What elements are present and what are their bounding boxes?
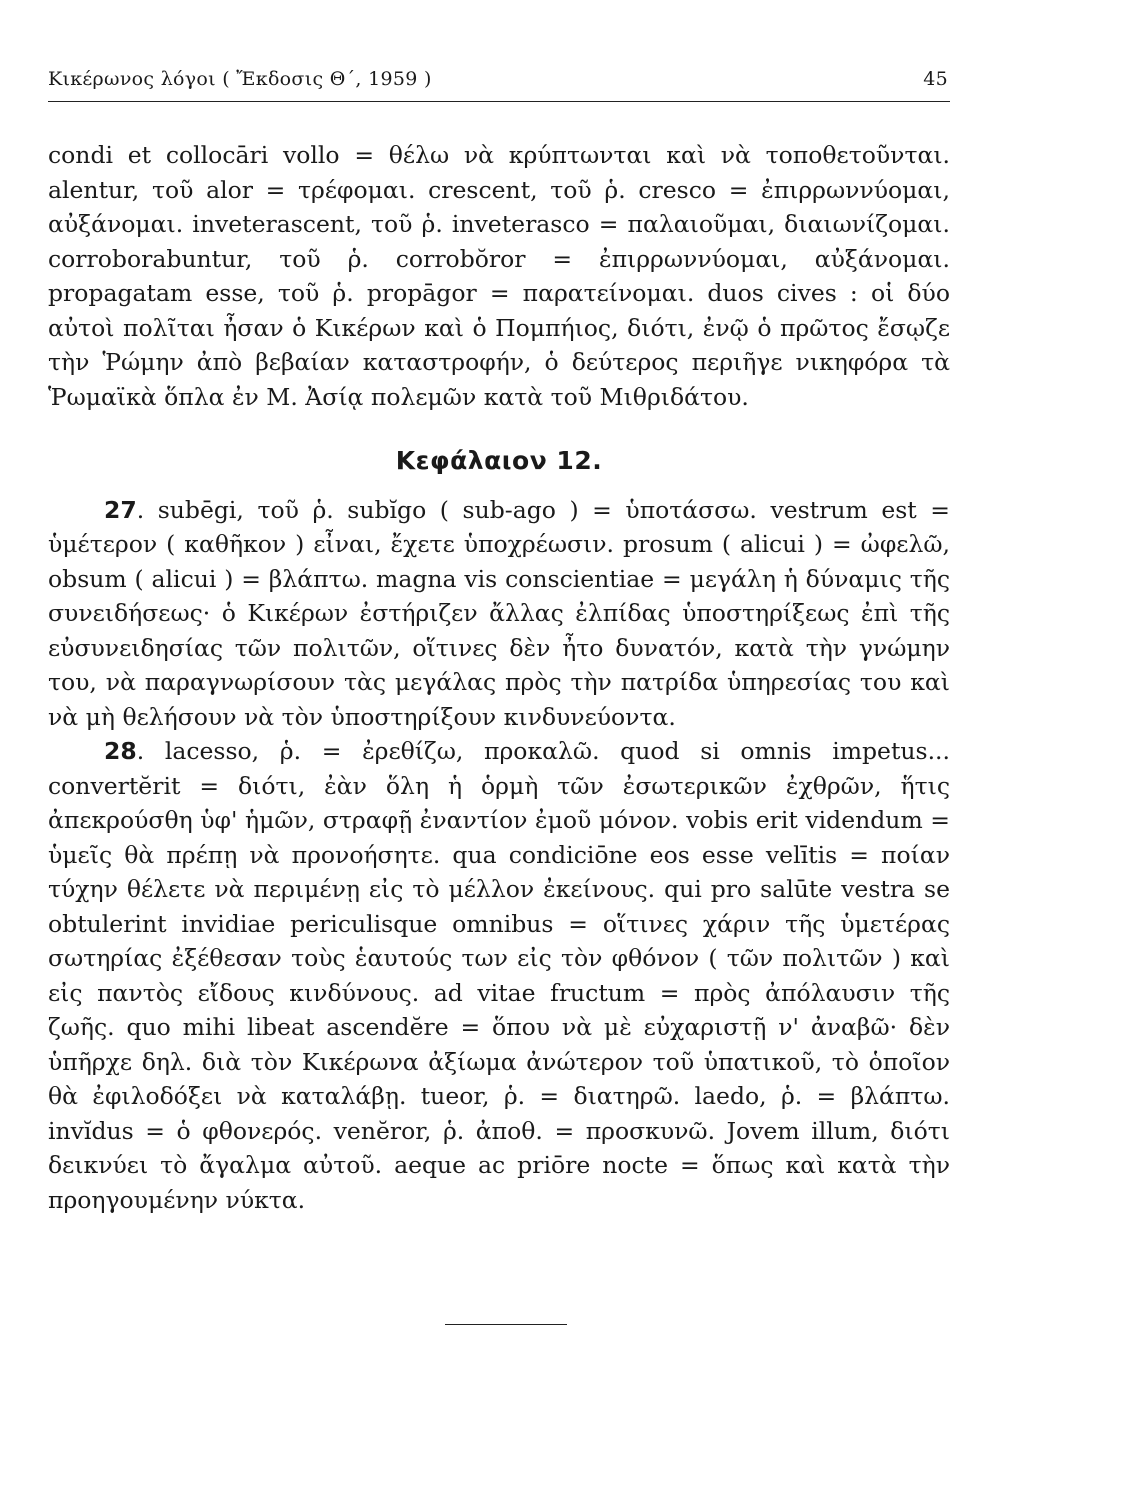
book-title: Κικέρωνος λόγοι ( Ἔκδοσις Θ΄, 1959 ) xyxy=(48,68,432,90)
running-header xyxy=(48,68,948,90)
end-rule xyxy=(445,1324,567,1325)
chapter-heading: Κεφάλαιον 12. xyxy=(395,446,603,475)
intro-paragraph: condi et collocāri vollo = θέλω νὰ κρύπτωνται καὶ νὰ τοποθετοῦνται. alentur, τοῦ alor = τρέφομαι. crescent, τοῦ ῥ. cresco = ἐπιρρωννύομαι, αὐξάνομαι. inveterascent, τοῦ ῥ. inveterasco = παλαιοῦμαι, διαιωνίζομαι. corroborabuntur, τοῦ ῥ. corrobŏror = ἐπιρρωννύομαι, αὐξάνομαι. propagatam esse, τοῦ ῥ. propāgor = παρατείνομαι. duos cives : οἱ δύο αὐτοὶ πολῖται ἦσαν ὁ Κικέρων καὶ ὁ Πομπήιος, διότι, ἐνῷ ὁ πρῶτος ἔσῳζε τὴν Ῥώμην ἀπὸ βεβαίαν καταστροφήν, ὁ δεύτερος περιῆγε νικηφόρα τὰ Ῥωμαϊκὰ ὅπλα ἐν Μ. Ἀσίᾳ πολεμῶν κατὰ τοῦ Μιθριδάτου. xyxy=(48,141,950,411)
page-body xyxy=(48,138,950,1217)
paragraph-text: . subēgi, τοῦ ῥ. subĭgo ( sub-ago ) = ὑποτάσσω. vestrum est = ὑμέτερον ( καθῆκον ) εἶναι, ἔχετε ὑποχρέωσιν. prosum ( alicui ) = ὠφελῶ, obsum ( alicui ) = βλάπτω. magna vis conscientiae = μεγάλη ἡ δύναμις τῆς συνειδήσεως· ὁ Κικέρων ἐστήριζεν ἄλλας ἐλπίδας ὑποστηρίξεως ἐπὶ τῆς εὐσυνειδησίας τῶν πολιτῶν, οἵτινες δὲν ἦτο δυνατόν, κατὰ τὴν γνώμην του, νὰ παραγνωρίσουν τὰς μεγάλας πρὸς τὴν πατρίδα ὑπηρεσίας του καὶ νὰ μὴ θελήσουν νὰ τὸν ὑποστηρίξουν κινδυνεύοντα. xyxy=(48,495,950,731)
header-rule xyxy=(48,101,950,102)
page-number: 45 xyxy=(923,68,948,90)
paragraph-27 xyxy=(48,493,950,735)
paragraph-text: . lacesso, ῥ. = ἐρεθίζω, προκαλῶ. quod si omnis impetus... convertĕrit = διότι, ἐὰν ὅλη ἡ ὁρμὴ τῶν ἐσωτερικῶν ἐχθρῶν, ἥτις ἀπεκρούσθη ὑφ' ἡμῶν, στραφῇ ἐναντίον ἐμοῦ μόνον. vobis erit videndum = ὑμεῖς θὰ πρέπῃ νὰ προνοήσητε. qua condiciōne eos esse velītis = ποίαν τύχην θέλετε νὰ περιμένῃ εἰς τὸ μέλλον ἐκείνους. qui pro salūte vestra se obtulerint invidiae periculisque omnibus = οἵτινες χάριν τῆς ὑμετέρας σωτηρίας ἐξέθεσαν τοὺς ἑαυτούς των εἰς τὸν φθόνον ( τῶν πολιτῶν ) καὶ εἰς παντὸς εἴδους κινδύνους. ad vitae fructum = πρὸς ἀπόλαυσιν τῆς ζωῆς. quo mihi libeat ascendĕre = ὅπου νὰ μὲ εὐχαριστῇ ν' ἀναβῶ· δὲν ὑπῆρχε δηλ. διὰ τὸν Κικέρωνα ἀξίωμα ἀνώτερον τοῦ ὑπατικοῦ, τὸ ὁποῖον θὰ ἐφιλοδόξει νὰ καταλάβῃ. tueor, ῥ. = διατηρῶ. laedo, ῥ. = βλάπτω. invĭdus = ὁ φθονερός. venĕror, ῥ. ἀποθ. = προσκυνῶ. Jovem illum, διότι δεικνύει τὸ ἄγαλμα αὐτοῦ. aeque ac priōre nocte = ὅπως καὶ κατὰ τὴν προηγουμένην νύκτα. xyxy=(48,737,950,1214)
paragraph-number: 27 xyxy=(104,495,137,524)
paragraph-number: 28 xyxy=(104,737,137,765)
paragraph-28 xyxy=(48,734,950,1217)
